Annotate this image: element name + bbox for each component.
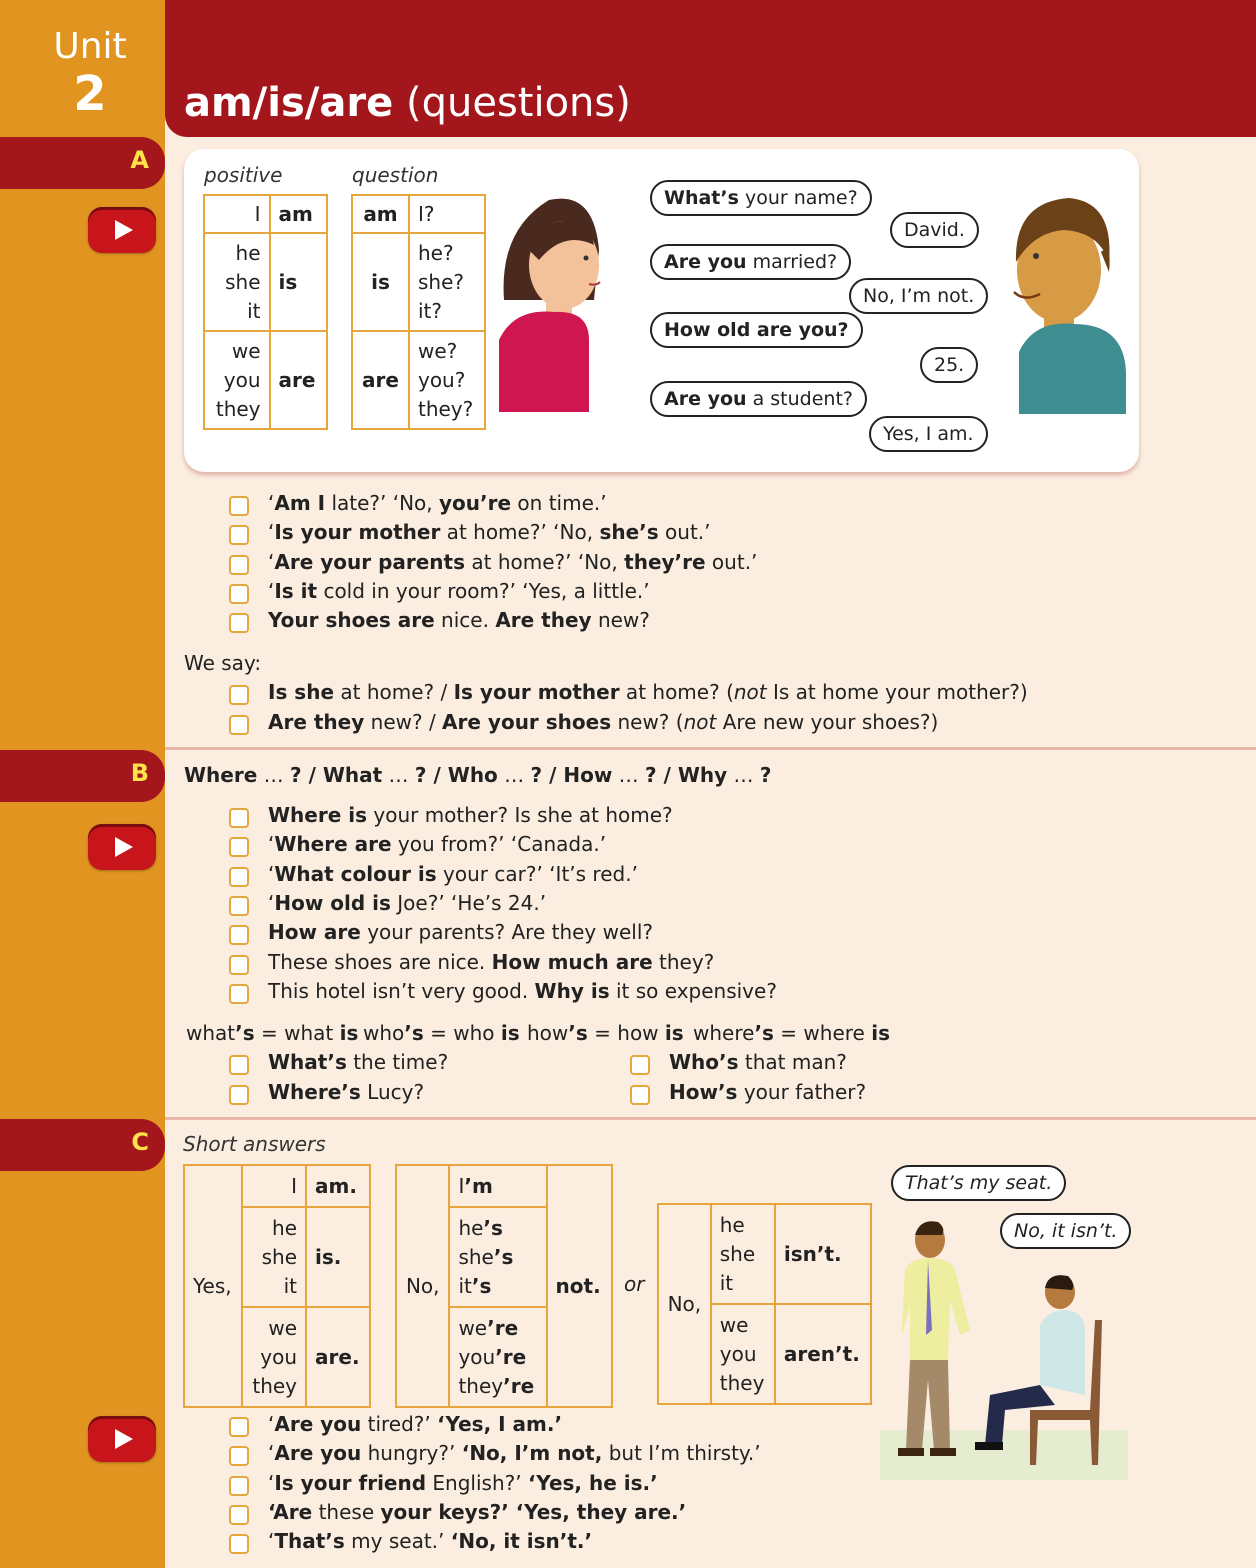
text-segment: hungry?’ (361, 1441, 462, 1466)
section-tab-a (0, 137, 165, 189)
text-segment: ‘Yes, he is.’ (527, 1470, 658, 1495)
text-segment: ‘Yes, I am.’ (437, 1412, 563, 1436)
grid-word (458, 1214, 537, 1243)
grid-word: they (215, 396, 261, 421)
text-segment: Is it (274, 578, 318, 603)
text-segment: ‘ (268, 1441, 275, 1466)
question-bubble-2-bold: Are you (664, 251, 747, 273)
question-label: question (352, 163, 439, 187)
example-line (268, 491, 607, 515)
text-segment: … (727, 763, 760, 787)
we-say-line (268, 680, 1028, 704)
example-line (268, 920, 653, 944)
divider-c (165, 1117, 1256, 1120)
grid-word: she (225, 269, 261, 294)
grid-cell (409, 233, 485, 331)
text-segment: ’re (487, 1315, 519, 1340)
text-segment: What colour is (274, 861, 437, 886)
unit-word: Unit (53, 26, 127, 67)
unit-number: 2 (73, 66, 107, 122)
example-line (268, 1500, 686, 1524)
text-segment: late?’ ‘No, (325, 491, 440, 515)
text-segment: my seat.’ (344, 1529, 451, 1554)
text-segment: ’s (404, 1021, 424, 1045)
text-segment: is (500, 1021, 520, 1045)
grid-cell: am (270, 195, 327, 233)
grid-word (458, 1343, 537, 1372)
positive-label: positive (204, 163, 283, 187)
grid-cell: am (352, 195, 409, 233)
text-segment: you’re (439, 491, 512, 515)
audio-checkbox[interactable] (229, 896, 249, 916)
grid-word: it (719, 1270, 734, 1295)
text-segment: Why is (534, 978, 610, 1003)
text-segment: it (458, 1273, 472, 1298)
text-segment: Are they (495, 608, 592, 633)
grid-word: they (252, 1373, 298, 1398)
section-letter-c: C (131, 1128, 149, 1156)
section-letter-b: B (130, 759, 149, 787)
example-line (268, 979, 777, 1003)
text-segment: they (458, 1373, 504, 1398)
text-segment: is (871, 1021, 890, 1045)
question-bubble-4-bold: Are you (664, 388, 747, 410)
grid-word: he? (417, 240, 454, 265)
play-button-b[interactable] (88, 824, 156, 870)
example-line (268, 862, 638, 886)
grid-cell (449, 1307, 546, 1407)
grid-cell (242, 1207, 306, 1307)
text-segment: is (664, 1021, 684, 1045)
grid-cell (242, 1165, 306, 1207)
audio-checkbox[interactable] (229, 685, 249, 705)
question-bubble-3-bold: How old are you? (664, 319, 849, 341)
text-segment: out.’ (658, 520, 711, 545)
grid-cell (204, 233, 270, 331)
text-segment: Is she (268, 680, 335, 704)
audio-checkbox[interactable] (229, 1476, 249, 1496)
example-line (268, 891, 546, 915)
example-line (268, 832, 606, 856)
question-bubble-4-text: a student? (746, 388, 853, 410)
text-segment: ‘ (268, 1529, 275, 1554)
grid-word (458, 1243, 537, 1272)
text-segment: Are you (274, 1441, 362, 1466)
text-segment: how (527, 1021, 569, 1045)
text-segment: but I’m thirsty.’ (602, 1441, 761, 1466)
text-segment: ’re (495, 1344, 527, 1369)
grid-word (458, 1372, 537, 1401)
grid-cell (449, 1207, 546, 1307)
no-cell: No, (658, 1204, 711, 1404)
text-segment: ‘No, it isn’t.’ (450, 1529, 593, 1554)
text-segment: I (458, 1173, 465, 1198)
grid-word: it (283, 1273, 298, 1298)
text-segment: Is your mother (274, 520, 441, 545)
grid-cell: aren’t. (775, 1304, 871, 1404)
grid-word: you (260, 1344, 298, 1369)
text-segment: ’s (471, 1273, 492, 1298)
text-segment: new? ( (611, 710, 684, 734)
text-segment: ’s (754, 1021, 774, 1045)
audio-checkbox[interactable] (229, 984, 249, 1004)
no-cell: No, (396, 1165, 449, 1407)
audio-checkbox[interactable] (630, 1055, 650, 1075)
text-segment: This hotel isn’t very good. (268, 978, 535, 1003)
audio-checkbox[interactable] (229, 1534, 249, 1554)
text-segment: new? (591, 608, 650, 633)
no-table (395, 1164, 613, 1408)
audio-checkbox[interactable] (229, 613, 249, 633)
contraction (186, 1021, 358, 1045)
text-segment: ‘Are (268, 1499, 313, 1524)
short-answers-label: Short answers (183, 1132, 326, 1156)
text-segment: ‘ (268, 832, 275, 857)
question-bubble-4 (650, 381, 867, 417)
text-segment: = how (587, 1021, 665, 1045)
audio-checkbox[interactable] (630, 1085, 650, 1105)
grid-word: she (261, 1244, 298, 1269)
question-table (351, 194, 486, 430)
not-cell: not. (547, 1165, 612, 1407)
grid-word: you (719, 1341, 757, 1366)
text-segment: What’s (268, 1050, 347, 1074)
grid-cell (242, 1307, 306, 1407)
text-segment: Joe?’ ‘He’s 24.’ (390, 890, 547, 915)
example-line (268, 950, 714, 974)
answer-bubble-4: Yes, I am. (869, 416, 988, 452)
grid-cell: is (352, 233, 409, 331)
text-segment: on time.’ (511, 491, 607, 515)
example-line (268, 579, 650, 603)
text-segment: you from?’ ‘Canada.’ (391, 832, 607, 857)
text-segment: these (312, 1499, 381, 1524)
grid-word: I? (417, 201, 435, 226)
text-segment: where (693, 1021, 755, 1045)
audio-checkbox[interactable] (229, 955, 249, 975)
grid-cell: is (270, 233, 327, 331)
text-segment: Are new your shoes?) (716, 710, 939, 734)
example-line (268, 803, 673, 827)
text-segment: what (186, 1021, 236, 1045)
text-segment: your parents? Are they well? (360, 920, 654, 945)
play-button-c[interactable] (88, 1416, 156, 1462)
text-segment: new? / (364, 710, 443, 734)
example-line (268, 1529, 592, 1553)
yes-table (183, 1164, 371, 1408)
text-segment: ‘ (268, 520, 275, 545)
grid-word: I (291, 1173, 298, 1198)
text-segment: they’re (624, 549, 706, 574)
answer-bubble-3: 25. (920, 347, 978, 383)
text-segment: Lucy? (360, 1080, 425, 1104)
text-segment: out.’ (705, 549, 758, 574)
text-segment: Where are (274, 832, 392, 857)
example-line (268, 1471, 658, 1495)
audio-checkbox[interactable] (229, 584, 249, 604)
example-line (268, 550, 757, 574)
text-segment: ‘ (268, 861, 275, 886)
text-segment: your car?’ ‘It’s red.’ (436, 861, 638, 886)
contraction-example (669, 1080, 866, 1104)
audio-checkbox[interactable] (229, 837, 249, 857)
grid-word: we (231, 338, 261, 363)
grid-word (458, 1272, 537, 1301)
text-segment: cold in your room?’ ‘Yes, a little.’ (317, 578, 650, 603)
question-bubble-1-bold: What’s (664, 187, 739, 209)
section-b-heading (184, 763, 772, 787)
example-line (268, 1441, 761, 1465)
text-segment: Is your mother (453, 680, 620, 704)
text-segment: Are your shoes (442, 710, 612, 734)
we-say-label: We say: (184, 651, 262, 675)
audio-checkbox[interactable] (229, 808, 249, 828)
grid-word: she? (417, 269, 464, 294)
grid-word (458, 1314, 537, 1343)
answer-bubble-1: David. (890, 212, 979, 248)
example-line (268, 1412, 562, 1436)
audio-checkbox[interactable] (229, 496, 249, 516)
text-segment: That’s (274, 1529, 345, 1554)
section-tab-c (0, 1119, 165, 1171)
contraction (527, 1021, 684, 1045)
audio-checkbox[interactable] (229, 1505, 249, 1525)
text-segment: Are your parents (274, 549, 466, 574)
text-segment: at home? / (334, 680, 454, 704)
page-title (184, 80, 631, 126)
text-segment: ‘ (268, 890, 275, 915)
text-segment: not (683, 710, 717, 734)
text-segment: ‘ (268, 578, 275, 603)
text-segment: Am I (274, 491, 326, 515)
text-segment: at home?’ ‘No, (465, 549, 625, 574)
grid-word: it? (417, 298, 442, 323)
text-segment: she’s (599, 520, 659, 545)
woman-illustration (494, 190, 609, 412)
example-line (268, 608, 650, 632)
c-bubble-1: That’s my seat. (891, 1165, 1066, 1201)
title-bold: am/is/are (184, 80, 394, 126)
text-segment: ’s (493, 1244, 514, 1269)
grid-word (458, 1172, 537, 1201)
text-segment: ? / How (530, 763, 613, 787)
text-segment: How old is (274, 890, 391, 915)
text-segment: nice. (434, 608, 496, 633)
c-bubble-2: No, it isn’t. (1000, 1213, 1131, 1249)
grid-cell: are. (306, 1307, 370, 1407)
text-segment: ? / Why (645, 763, 728, 787)
or-label: or (624, 1272, 645, 1296)
text-segment: at home? ( (619, 680, 734, 704)
grid-cell (409, 331, 485, 429)
text-segment: … (382, 763, 415, 787)
grid-cell: are (352, 331, 409, 429)
text-segment: ’s (235, 1021, 255, 1045)
contraction-example (669, 1050, 847, 1074)
grid-cell (449, 1165, 546, 1207)
audio-checkbox[interactable] (229, 715, 249, 735)
grid-word: you? (417, 367, 466, 392)
text-segment: that man? (738, 1050, 847, 1074)
text-segment: … (497, 763, 531, 787)
audio-checkbox[interactable] (229, 1085, 249, 1105)
question-bubble-3 (650, 312, 863, 348)
text-segment: ’m (464, 1173, 493, 1198)
men-illustration (880, 1210, 1128, 1480)
text-segment: not (733, 680, 767, 704)
text-segment: These shoes are nice. (268, 949, 492, 974)
grid-cell (409, 195, 485, 233)
text-segment: we (458, 1315, 488, 1340)
text-segment: ? / What (290, 763, 383, 787)
audio-checkbox[interactable] (229, 525, 249, 545)
audio-checkbox[interactable] (229, 925, 249, 945)
text-segment: he (458, 1215, 484, 1240)
text-segment: it so expensive? (609, 978, 777, 1003)
text-segment: they? (652, 949, 715, 974)
contraction (693, 1021, 890, 1045)
section-letter-a: A (130, 146, 149, 174)
question-bubble-1 (650, 180, 872, 216)
text-segment: ’s (483, 1215, 503, 1240)
grid-cell: is. (306, 1207, 370, 1307)
grid-word: he (235, 240, 261, 265)
grid-cell: are (270, 331, 327, 429)
grid-word: they? (417, 396, 474, 421)
text-segment: she (458, 1244, 494, 1269)
audio-checkbox[interactable] (229, 1446, 249, 1466)
text-segment: Where (184, 763, 258, 787)
example-line (268, 520, 711, 544)
text-segment: Your shoes are (268, 608, 435, 633)
grid-word: he (272, 1215, 298, 1240)
question-bubble-2-text: married? (746, 251, 838, 273)
grid-cell (711, 1304, 775, 1404)
text-segment: How’s (669, 1080, 738, 1104)
text-segment: = where (773, 1021, 872, 1045)
text-segment: ? (759, 763, 772, 787)
grid-word: he (719, 1212, 745, 1237)
text-segment: ? / Who (414, 763, 498, 787)
text-segment: who (363, 1021, 405, 1045)
audio-checkbox[interactable] (229, 1417, 249, 1437)
play-button-a[interactable] (88, 207, 156, 253)
question-bubble-2 (650, 244, 851, 280)
grid-cell: isn’t. (775, 1204, 871, 1304)
grid-cell (711, 1204, 775, 1304)
section-tab-b (0, 750, 165, 802)
text-segment: ‘ (268, 491, 275, 515)
grid-word: they (719, 1370, 765, 1395)
text-segment: Is at home your mother?) (766, 680, 1028, 704)
text-segment: English?’ (426, 1470, 528, 1495)
text-segment: ’s (568, 1021, 588, 1045)
answer-bubble-2: No, I’m not. (849, 278, 988, 314)
text-segment: = what (254, 1021, 340, 1045)
contraction-example (268, 1080, 424, 1104)
title-rest: (questions) (393, 80, 631, 126)
grid-word: I (254, 201, 261, 226)
contraction-example (268, 1050, 448, 1074)
text-segment: ‘ (268, 1470, 275, 1495)
text-segment: How much are (491, 949, 653, 974)
question-bubble-1-text: your name? (738, 187, 858, 209)
no-short-table (657, 1203, 872, 1405)
text-segment: Where’s (268, 1080, 361, 1104)
contraction (363, 1021, 520, 1045)
we-say-line (268, 710, 938, 734)
text-segment: you (458, 1344, 496, 1369)
text-segment: the time? (346, 1050, 449, 1074)
divider-b (165, 747, 1256, 750)
grid-cell: am. (306, 1165, 370, 1207)
audio-checkbox[interactable] (229, 867, 249, 887)
text-segment: Is your friend (274, 1470, 427, 1495)
text-segment: ‘ (268, 549, 275, 574)
text-segment: is (339, 1021, 359, 1045)
text-segment: Where is (268, 803, 368, 827)
grid-word: we (719, 1312, 749, 1337)
man-illustration (1004, 192, 1129, 414)
text-segment: at home?’ ‘No, (440, 520, 600, 545)
text-segment: your keys?’ ‘Yes, they are.’ (380, 1499, 687, 1524)
text-segment: ‘No, I’m not, (461, 1441, 603, 1466)
audio-checkbox[interactable] (229, 1055, 249, 1075)
text-segment: How are (268, 920, 361, 945)
text-segment: … (257, 763, 291, 787)
text-segment: ‘ (268, 1412, 275, 1436)
grid-word: we? (417, 338, 458, 363)
text-segment: ’re (503, 1373, 535, 1398)
text-segment: your mother? Is she at home? (367, 803, 673, 827)
text-segment: … (612, 763, 646, 787)
text-segment: tired?’ (361, 1412, 438, 1436)
grid-cell (204, 195, 270, 233)
grid-word: we (268, 1315, 298, 1340)
text-segment: = who (423, 1021, 501, 1045)
text-segment: Are they (268, 710, 365, 734)
yes-cell: Yes, (184, 1165, 242, 1407)
text-segment: your father? (737, 1080, 867, 1104)
grid-word: it (247, 298, 261, 323)
grid-word: she (719, 1241, 756, 1266)
text-segment: Who’s (669, 1050, 739, 1074)
unit-box (0, 0, 165, 137)
grid-cell (204, 331, 270, 429)
text-segment: Are you (274, 1412, 362, 1436)
audio-checkbox[interactable] (229, 555, 249, 575)
positive-table (203, 194, 328, 430)
grid-word: you (223, 367, 261, 392)
